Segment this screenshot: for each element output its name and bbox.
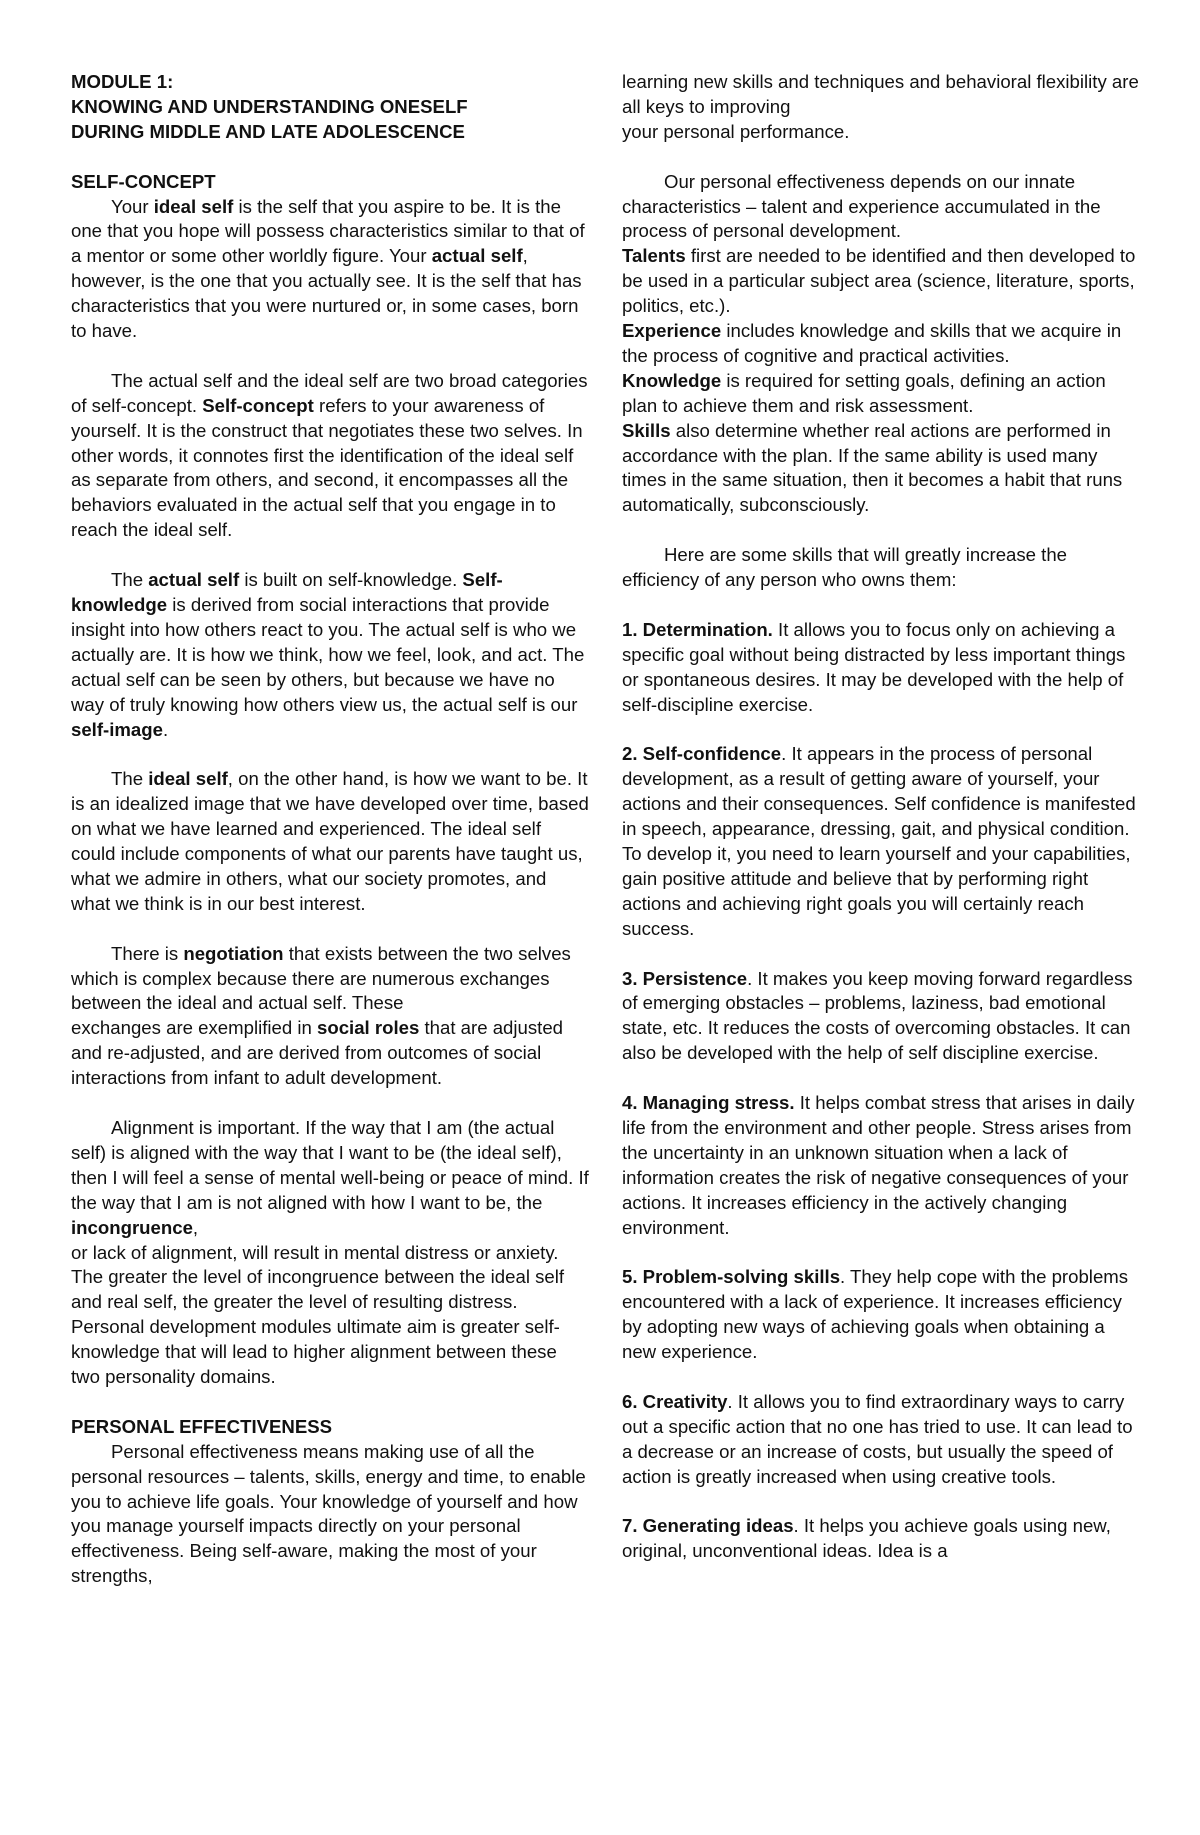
personal-effectiveness-heading: PERSONAL EFFECTIVENESS xyxy=(71,1415,333,1437)
module-title-line-1: KNOWING AND UNDERSTANDING ONESELF xyxy=(71,95,468,117)
personal-effectiveness-paragraph: Personal effectiveness means making use of all the personal resources – talents, skills, energy and time, to enable you to achieve life goals. Your knowledge of yourself and how you manage yourself impacts directly on your personal effectiveness. Being self-aware, making the most of your strengths, xyxy=(71,1440,586,1587)
skills-intro-paragraph: Here are some skills that will greatly increase the efficiency of any person who owns them: xyxy=(622,544,1068,591)
skills-paragraph: Skills also determine whether real actions are performed in accordance with the plan. If the same ability is used many times in the same situation, then it becomes a habit that runs automatically, subconsciously. xyxy=(622,419,1123,516)
alignment-paragraph-continued: or lack of alignment, will result in mental distress or anxiety. The greater the level of incongruence between the ideal self and real self, the greater the level of resulting distress. Personal development modules ultimate aim is greater self-knowledge that will lead to higher alignment between these two personality domains. xyxy=(71,1241,565,1388)
personal-effectiveness-continued-2: your personal performance. xyxy=(622,120,850,142)
module-title-line-2: DURING MIDDLE AND LATE ADOLESCENCE xyxy=(71,120,465,142)
experience-paragraph: Experience includes knowledge and skills that we acquire in the process of cognitive and practical activities. xyxy=(622,320,1122,366)
actual-self-paragraph: The actual self is built on self-knowledge. Self-knowledge is derived from social interactions that provide insight into how others react to you. The actual self is who we actually are. It is how we think, how we feel, look, and act. The actual self can be seen by others, but because we have no way of truly knowing how others view us, the actual self is our self-image. xyxy=(71,569,585,740)
alignment-paragraph: Alignment is important. If the way that I am (the actual self) is aligned with the way that I want to be (the ideal self), then I will feel a sense of mental well-being or peace of mind. If the way that I am is not aligned with how I want to be, the incongruence, xyxy=(71,1116,589,1238)
skill-item-persistence: 3. Persistence. It makes you keep moving forward regardless of emerging obstacles – problems, laziness, bad emotional state, etc. It reduces the costs of overcoming obstacles. It can also be developed with the help of self discipline exercise. xyxy=(622,967,1133,1064)
self-concept-paragraph-1: Your ideal self is the self that you aspire to be. It is the one that you hope will possess characteristics similar to that of a mentor or some other worldly figure. Your actual self, however, is the one that you actually see. It is the self that has characteristics that you were nurtured or, in some cases, born to have. xyxy=(71,195,585,342)
talents-paragraph: Talents first are needed to be identified and then developed to be used in a particular subject area (science, literature, sports, politics, etc.). xyxy=(622,245,1136,317)
knowledge-paragraph: Knowledge is required for setting goals, defining an action plan to achieve them and risk assessment. xyxy=(622,369,1106,416)
personal-effectiveness-continued: learning new skills and techniques and behavioral flexibility are all keys to improving xyxy=(622,71,1139,117)
skill-item-managing-stress: 4. Managing stress. It helps combat stress that arises in daily life from the environment and other people. Stress arises from the uncertainty in an unknown situation when a lack of information creates the risk of negative consequences of your actions. It increases efficiency in the actively changing environment. xyxy=(622,1092,1135,1238)
skill-item-creativity: 6. Creativity. It allows you to find extraordinary ways to carry out a specific action that no one has tried to use. It can lead to a decrease or an increase of costs, but usually the speed of action is greatly increased when using creative tools. xyxy=(622,1390,1133,1487)
skill-item-generating-ideas: 7. Generating ideas. It helps you achieve goals using new, original, unconventional ideas. Idea is a xyxy=(622,1515,1111,1562)
innate-characteristics-paragraph: Our personal effectiveness depends on our innate characteristics – talent and experience accumulated in the process of personal development. xyxy=(622,170,1101,242)
left-column xyxy=(71,70,590,1589)
ideal-self-paragraph: The ideal self, on the other hand, is how we want to be. It is an idealized image that we have developed over time, based on what we have learned and experienced. The ideal self could include components of what our parents have taught us, what we admire in others, what our society promotes, and what we think is in our best interest. xyxy=(71,768,589,914)
skill-item-problem-solving: 5. Problem-solving skills. They help cope with the problems encountered with a lack of experience. It increases efficiency by adopting new ways of achieving goals when obtaining a new experience. xyxy=(622,1266,1129,1363)
skill-item-self-confidence: 2. Self-confidence. It appears in the process of personal development, as a result of getting aware of yourself, your actions and their consequences. Self confidence is manifested in speech, appearance, dressing, gait, and physical condition. To develop it, you need to learn yourself and your capabilities, gain positive attitude and believe that by performing right actions and achieving right goals you will certainly reach success. xyxy=(622,743,1136,939)
self-concept-heading: SELF-CONCEPT xyxy=(71,170,216,192)
right-column xyxy=(622,70,1142,1564)
self-concept-paragraph-2: The actual self and the ideal self are two broad categories of self-concept. Self-concept refers to your awareness of yourself. It is the construct that negotiates these two selves. In other words, it connotes first the identification of the ideal self as separate from others, and second, it encompasses all the behaviors evaluated in the actual self that you engage in to reach the ideal self. xyxy=(71,369,588,541)
skill-item-determination: 1. Determination. It allows you to focus only on achieving a specific goal without being distracted by less important things or spontaneous desires. It may be developed with the help of self-discipline exercise. xyxy=(622,618,1126,715)
module-number: MODULE 1: xyxy=(71,71,174,92)
negotiation-paragraph-continued: exchanges are exemplified in social roles that are adjusted and re-adjusted, and are derived from outcomes of social interactions from infant to adult development. xyxy=(71,1017,564,1089)
negotiation-paragraph: There is negotiation that exists between the two selves which is complex because there are numerous exchanges between the ideal and actual self. These xyxy=(71,942,571,1014)
